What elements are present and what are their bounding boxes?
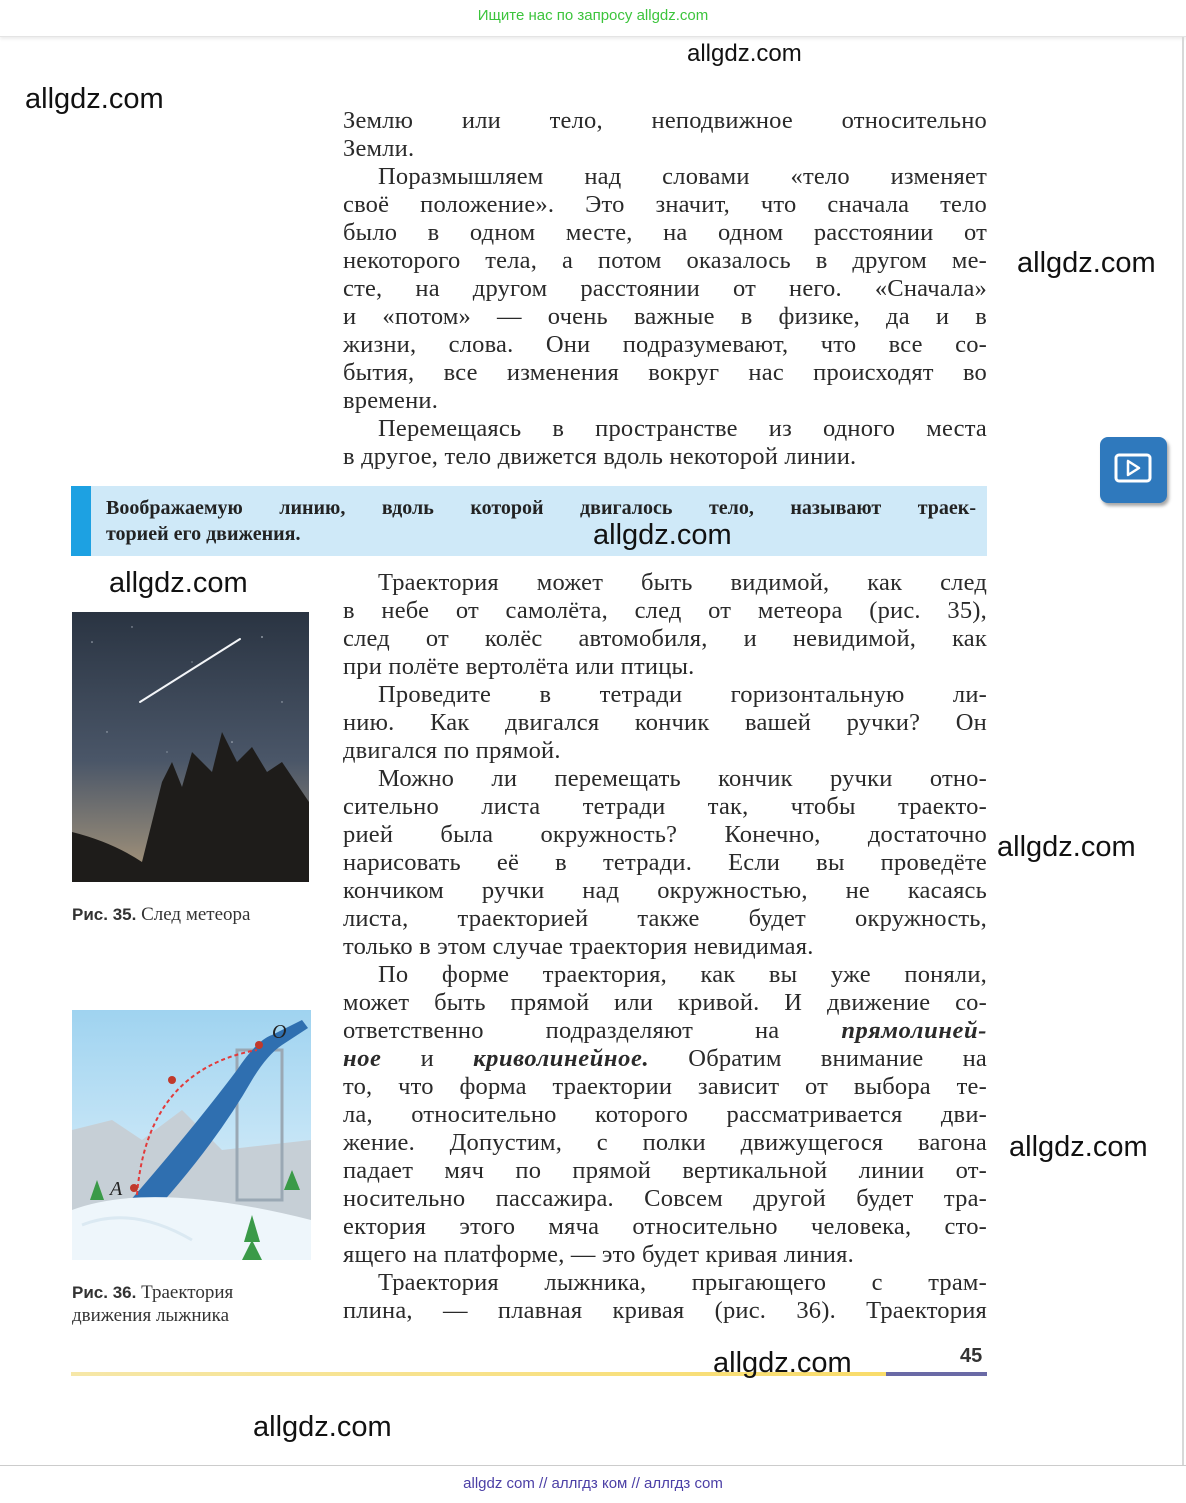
text-line bbox=[343, 107, 987, 135]
text-line bbox=[343, 415, 987, 443]
text-line bbox=[343, 961, 987, 989]
text-segment: ответственно подразделяют на bbox=[343, 1017, 842, 1044]
text-segment: бытия, все изменения вокруг нас происходят во bbox=[343, 359, 987, 386]
text-line bbox=[343, 275, 987, 303]
definition-box bbox=[71, 486, 987, 556]
text-segment: то, что форма траектории зависит от выбора те- bbox=[343, 1073, 987, 1100]
text-segment: кончиком ручки над окружностью, не касаясь bbox=[343, 877, 987, 904]
text-segment: ла, относительно которого рассматривается дви- bbox=[343, 1101, 987, 1128]
emphasized-term: ное bbox=[343, 1045, 382, 1072]
point-a-label: A bbox=[110, 1178, 123, 1200]
watermark: allgdz.com bbox=[687, 40, 802, 67]
text-segment: нию. Как двигался кончик вашей ручки? Он bbox=[343, 709, 987, 736]
text-segment: Траектория лыжника, прыгающего с трам- bbox=[378, 1269, 987, 1296]
text-segment: времени. bbox=[343, 387, 439, 414]
figure-35-meteor-photo bbox=[72, 612, 309, 882]
text-segment: жение. Допустим, с полки движущегося вагона bbox=[343, 1129, 987, 1156]
text-line bbox=[343, 443, 987, 471]
text-line bbox=[343, 1017, 987, 1045]
text-line bbox=[343, 1045, 987, 1073]
top-banner-text: Ищите нас по запросу allgdz.com bbox=[477, 7, 709, 24]
text-segment: Перемещаясь в пространстве из одного места bbox=[378, 415, 987, 442]
watermark: allgdz.com bbox=[997, 831, 1136, 863]
text-line bbox=[343, 1213, 987, 1241]
text-line bbox=[343, 191, 987, 219]
text-segment: ектория этого мяча относительно человека, сто- bbox=[343, 1213, 987, 1240]
watermark: allgdz.com bbox=[25, 83, 164, 115]
text-segment: след от колёс автомобиля, и невидимой, как bbox=[343, 625, 987, 652]
caption-text: След метеора bbox=[141, 904, 251, 925]
text-segment: нарисовать её в тетради. Если вы проведёте bbox=[343, 849, 987, 876]
watermark: allgdz.com bbox=[1017, 247, 1156, 279]
text-segment: жизни, слова. Они подразумевают, что все со- bbox=[343, 331, 987, 358]
text-line bbox=[343, 359, 987, 387]
text-segment: ящего на платформе, — это будет кривая линия. bbox=[343, 1241, 854, 1268]
text-segment: в небе от самолёта, след от метеора (рис. 35), bbox=[343, 597, 987, 624]
definition-accent-bar bbox=[71, 486, 91, 556]
text-line bbox=[343, 1297, 987, 1325]
watermark: allgdz.com bbox=[109, 567, 248, 599]
text-line bbox=[343, 163, 987, 191]
text-segment: Можно ли перемещать кончик ручки отно- bbox=[378, 765, 987, 792]
watermark: allgdz.com bbox=[713, 1347, 852, 1379]
text-segment: Траектория может быть видимой, как след bbox=[378, 569, 987, 596]
text-line bbox=[343, 1129, 987, 1157]
text-line bbox=[343, 737, 987, 765]
emphasized-term: прямолиней- bbox=[841, 1017, 987, 1044]
text-line bbox=[343, 793, 987, 821]
top-banner bbox=[0, 0, 1186, 37]
play-icon bbox=[1100, 437, 1167, 503]
text-segment: Поразмышляем над словами «тело изменяет bbox=[378, 163, 987, 190]
text-segment: было в одном месте, на одном расстоянии от bbox=[343, 219, 987, 246]
text-line bbox=[343, 1185, 987, 1213]
text-line bbox=[343, 219, 987, 247]
figure-35-caption bbox=[72, 903, 250, 926]
text-block-1 bbox=[343, 107, 987, 471]
text-line bbox=[343, 1269, 987, 1297]
text-block-2 bbox=[343, 569, 987, 1325]
definition-line: Воображаемую линию, вдоль которой двигалось тело, называют траек- bbox=[106, 497, 976, 519]
watermark: allgdz.com bbox=[253, 1411, 392, 1443]
text-segment: своё положение». Это значит, что сначала тело bbox=[343, 191, 987, 218]
text-segment: Землю или тело, неподвижное относительно bbox=[343, 107, 987, 134]
text-segment: листа, траекторией также будет окружность, bbox=[343, 905, 987, 932]
bottom-banner bbox=[0, 1465, 1186, 1503]
text-segment: сительно листа тетради так, чтобы траекто- bbox=[343, 793, 987, 820]
video-play-button[interactable] bbox=[1100, 437, 1167, 503]
text-line bbox=[343, 1157, 987, 1185]
text-segment: Земли. bbox=[343, 135, 415, 162]
text-segment: носительно пассажира. Совсем другой будет тра- bbox=[343, 1185, 987, 1212]
text-line bbox=[343, 387, 987, 415]
text-segment: рией была окружность? Конечно, достаточно bbox=[343, 821, 987, 848]
page-edge bbox=[1182, 37, 1184, 1465]
figure-36-caption bbox=[72, 1281, 233, 1327]
text-segment: По форме траектория, как вы уже поняли, bbox=[378, 961, 987, 988]
text-line bbox=[343, 877, 987, 905]
text-segment: падает мяч по прямой вертикальной линии от- bbox=[343, 1157, 987, 1184]
text-line bbox=[343, 569, 987, 597]
page-number: 45 bbox=[960, 1345, 983, 1367]
text-segment: только в этом случае траектория невидимая. bbox=[343, 933, 814, 960]
text-segment: в другое, тело движется вдоль некоторой линии. bbox=[343, 443, 857, 470]
text-segment: может быть прямой или кривой. И движение со- bbox=[343, 989, 987, 1016]
bottom-banner-text: allgdz com // аллгдз ком // аллгдз com bbox=[463, 1475, 723, 1492]
text-line bbox=[343, 681, 987, 709]
text-segment: сте, на другом расстоянии от него. «Сначала» bbox=[343, 275, 987, 302]
text-segment: Проведите в тетради горизонтальную ли- bbox=[378, 681, 987, 708]
caption-text: Траектория bbox=[141, 1282, 234, 1303]
text-line bbox=[343, 709, 987, 737]
text-line bbox=[343, 989, 987, 1017]
emphasized-term: криволинейное. bbox=[473, 1045, 650, 1072]
text-line bbox=[343, 135, 987, 163]
definition-line: торией его движения. bbox=[106, 523, 301, 545]
text-line bbox=[343, 1101, 987, 1129]
text-line bbox=[343, 331, 987, 359]
text-segment: некоторого тела, а потом оказалось в другом ме- bbox=[343, 247, 987, 274]
figure-36-ski-jump bbox=[72, 1010, 311, 1260]
text-line bbox=[343, 905, 987, 933]
text-line bbox=[343, 303, 987, 331]
figure-label: Рис. 36. bbox=[72, 1283, 137, 1302]
watermark: allgdz.com bbox=[1009, 1131, 1148, 1163]
text-line bbox=[343, 849, 987, 877]
text-line bbox=[343, 247, 987, 275]
text-segment: при полёте вертолёта или птицы. bbox=[343, 653, 695, 680]
text-segment: Обратим внимание на bbox=[649, 1045, 987, 1072]
text-line bbox=[343, 933, 987, 961]
point-o-label: O bbox=[272, 1021, 287, 1043]
text-line bbox=[343, 597, 987, 625]
footer-rule-purple bbox=[886, 1372, 987, 1376]
caption-text: движения лыжника bbox=[72, 1305, 230, 1326]
text-line bbox=[343, 1241, 987, 1269]
text-segment: и «потом» — очень важные в физике, да и в bbox=[343, 303, 987, 330]
text-line bbox=[343, 625, 987, 653]
watermark: allgdz.com bbox=[593, 519, 732, 551]
figure-label: Рис. 35. bbox=[72, 905, 137, 924]
text-segment: и bbox=[381, 1045, 474, 1072]
text-line bbox=[343, 653, 987, 681]
text-line bbox=[343, 821, 987, 849]
text-line bbox=[343, 765, 987, 793]
text-segment: двигался по прямой. bbox=[343, 737, 561, 764]
text-line bbox=[343, 1073, 987, 1101]
text-segment: плина, — плавная кривая (рис. 36). Траектория bbox=[343, 1297, 987, 1324]
